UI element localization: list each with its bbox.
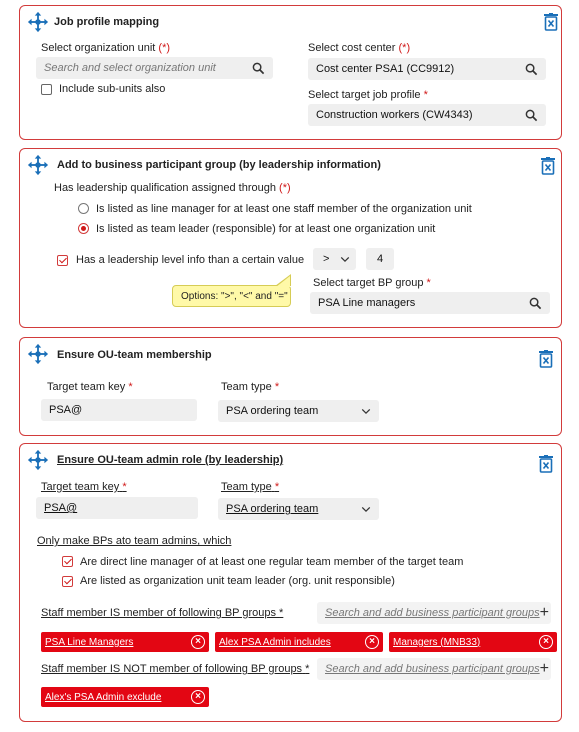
team-type-label xyxy=(221,481,279,493)
required-mark: * xyxy=(128,381,133,393)
operator-value: > xyxy=(323,253,330,265)
required-mark: (*) xyxy=(398,42,411,54)
required-mark: (*) xyxy=(279,182,291,194)
team-key-label-text: Target team key xyxy=(41,481,120,493)
team-key-label-text: Target team key xyxy=(47,381,126,393)
required-mark: * xyxy=(274,481,280,493)
level-value-input[interactable] xyxy=(366,248,394,270)
required-mark: * xyxy=(426,277,431,289)
cost-center-label xyxy=(308,42,410,54)
close-circle-icon[interactable]: × xyxy=(539,635,553,649)
move-arrows-icon[interactable] xyxy=(27,449,49,471)
team-type-select[interactable] xyxy=(218,498,379,520)
job-profile-mapping-card xyxy=(19,5,562,140)
not-member-groups-placeholder: Search and add business participant groups xyxy=(325,663,540,675)
member-groups-search-input[interactable] xyxy=(317,602,551,624)
include-subunits-checkbox[interactable] xyxy=(41,84,52,95)
chip-label: Managers (MNB33) xyxy=(393,636,481,648)
team-leader-radio[interactable] xyxy=(78,223,89,234)
member-chip[interactable] xyxy=(215,632,383,652)
required-mark: * xyxy=(423,89,428,101)
team-leader-checkbox[interactable] xyxy=(62,576,73,587)
required-mark: * xyxy=(305,663,310,675)
team-key-label xyxy=(41,481,127,493)
bp-group-leadership-card xyxy=(19,148,562,328)
team-key-input[interactable] xyxy=(41,399,197,421)
chip-label: Alex's PSA Admin exclude xyxy=(45,691,162,703)
leadership-level-checkbox[interactable] xyxy=(57,255,68,266)
target-profile-label xyxy=(308,89,428,101)
trash-icon[interactable] xyxy=(540,157,556,175)
ou-team-admin-role-card xyxy=(19,443,562,722)
org-unit-search-input[interactable] xyxy=(36,57,273,79)
not-member-groups-search-input[interactable] xyxy=(317,658,551,680)
team-type-value: PSA ordering team xyxy=(226,503,319,515)
move-arrows-icon[interactable] xyxy=(27,343,49,365)
team-type-select[interactable] xyxy=(218,400,379,422)
team-key-input[interactable] xyxy=(36,497,198,519)
team-type-label-text: Team type xyxy=(221,481,272,493)
not-member-chip[interactable] xyxy=(41,687,209,707)
org-unit-label-text: Select organization unit xyxy=(41,42,156,54)
search-icon[interactable] xyxy=(525,109,538,122)
member-groups-placeholder: Search and add business participant groups xyxy=(325,607,540,619)
chip-label: Alex PSA Admin includes xyxy=(219,636,331,648)
required-mark: * xyxy=(122,481,127,493)
member-chip[interactable] xyxy=(41,632,209,652)
not-member-groups-label xyxy=(41,663,309,675)
plus-icon[interactable]: + xyxy=(539,604,549,621)
target-profile-value: Construction workers (CW4343) xyxy=(316,109,473,121)
operator-select[interactable] xyxy=(313,248,356,270)
line-manager-radio[interactable] xyxy=(78,203,89,214)
team-key-value: PSA@ xyxy=(49,404,83,416)
target-profile-label-text: Select target job profile xyxy=(308,89,421,101)
search-icon[interactable] xyxy=(252,62,265,75)
close-circle-icon[interactable]: × xyxy=(191,635,205,649)
ou-team-membership-card xyxy=(19,337,562,436)
move-arrows-icon[interactable] xyxy=(27,154,49,176)
card-title: Ensure OU-team admin role (by leadership) xyxy=(57,454,284,466)
search-icon[interactable] xyxy=(525,63,538,76)
card-title: Job profile mapping xyxy=(54,16,160,28)
operator-tooltip xyxy=(172,285,291,307)
leadership-level-label: Has a leadership level info than a certain value xyxy=(76,254,305,266)
bp-group-label xyxy=(313,277,431,289)
only-make-label: Only make BPs ato team admins, which xyxy=(37,535,232,547)
cost-center-select[interactable] xyxy=(308,58,546,80)
close-circle-icon[interactable]: × xyxy=(191,690,205,704)
line-manager-option-label: Is listed as line manager for at least one staff member of the organization unit xyxy=(96,203,472,215)
team-leader-check-label: Are listed as organization unit team leader (org. unit responsible) xyxy=(80,575,395,587)
trash-icon[interactable] xyxy=(543,13,559,31)
required-mark: * xyxy=(274,381,280,393)
chevron-down-icon xyxy=(361,506,371,513)
trash-icon[interactable] xyxy=(538,455,554,473)
cost-center-label-text: Select cost center xyxy=(308,42,396,54)
bp-group-label-text: Select target BP group xyxy=(313,277,424,289)
level-value: 4 xyxy=(376,253,384,265)
move-arrows-icon[interactable] xyxy=(27,11,49,33)
team-type-value: PSA ordering team xyxy=(226,405,319,417)
qualification-label xyxy=(54,182,291,194)
team-type-label-text: Team type xyxy=(221,381,272,393)
include-subunits-label: Include sub-units also xyxy=(59,83,166,95)
bp-group-select[interactable] xyxy=(310,292,550,314)
cost-center-value: Cost center PSA1 (CC9912) xyxy=(316,63,455,75)
plus-icon[interactable]: + xyxy=(539,660,549,677)
line-manager-check-label: Are direct line manager of at least one regular team member of the target team xyxy=(80,556,464,568)
member-groups-label xyxy=(41,607,283,619)
required-mark: (*) xyxy=(158,42,171,54)
team-leader-option-label: Is listed as team leader (responsible) for at least one organization unit xyxy=(96,223,436,235)
chevron-down-icon xyxy=(340,256,350,263)
close-circle-icon[interactable]: × xyxy=(365,635,379,649)
trash-icon[interactable] xyxy=(538,350,554,368)
card-title: Ensure OU-team membership xyxy=(57,349,212,361)
org-unit-label xyxy=(41,42,170,54)
chevron-down-icon xyxy=(361,408,371,415)
org-unit-placeholder: Search and select organization unit xyxy=(44,62,216,74)
required-mark: * xyxy=(279,607,284,619)
member-chip[interactable] xyxy=(389,632,557,652)
line-manager-checkbox[interactable] xyxy=(62,556,73,567)
team-key-label xyxy=(47,381,133,393)
target-profile-select[interactable] xyxy=(308,104,546,126)
member-groups-label-text: Staff member IS member of following BP groups xyxy=(41,607,276,619)
tooltip-text: Options: ">", "<" and "=" xyxy=(181,290,288,302)
bp-group-value: PSA Line managers xyxy=(318,297,416,309)
not-member-groups-label-text: Staff member IS NOT member of following BP groups xyxy=(41,663,303,675)
team-type-label xyxy=(221,381,279,393)
qualification-label-text: Has leadership qualification assigned through xyxy=(54,182,276,194)
chip-label: PSA Line Managers xyxy=(45,636,134,648)
card-title: Add to business participant group (by leadership information) xyxy=(57,159,381,171)
team-key-value: PSA@ xyxy=(44,502,78,514)
search-icon[interactable] xyxy=(529,297,542,310)
